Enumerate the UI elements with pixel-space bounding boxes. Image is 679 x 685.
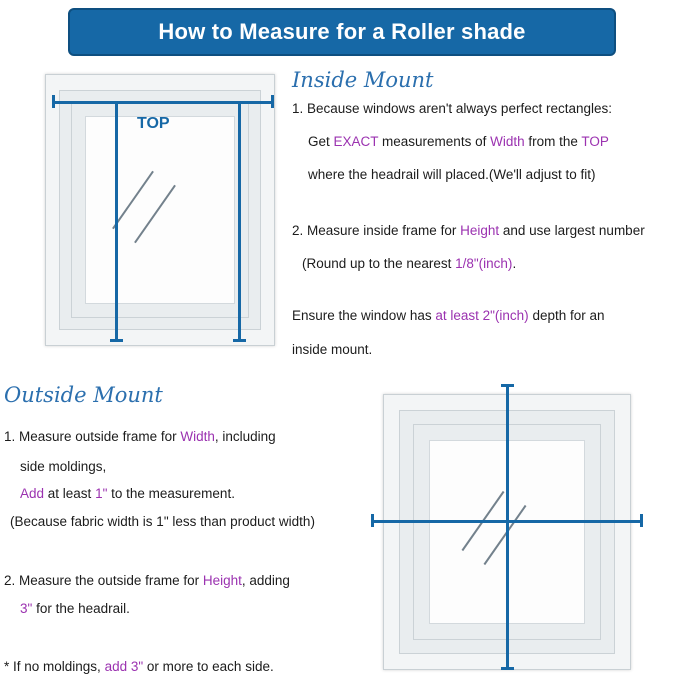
inside-mount-heading: Inside Mount xyxy=(292,68,434,92)
im-l4-a: 2. Measure inside frame for xyxy=(292,223,461,238)
height-measure-cap-top xyxy=(501,384,514,387)
om-l1-a: 1. Measure outside frame for xyxy=(4,429,181,444)
om-l3-d: to the measurement. xyxy=(107,486,235,501)
inside-mount-line-5 xyxy=(302,256,516,272)
im-l6-c: depth for an xyxy=(528,308,605,323)
height-measure-cap-right-bottom xyxy=(233,339,246,342)
height-measure-line xyxy=(506,384,509,670)
om-footnote-a: * If no moldings, xyxy=(4,659,105,674)
im-l5-fraction: 1/8"(inch) xyxy=(455,256,513,271)
om-l1-width: Width xyxy=(180,429,215,444)
height-measure-line-left xyxy=(115,102,118,342)
im-l4-height: Height xyxy=(460,223,500,238)
outside-mount-window-diagram xyxy=(383,394,631,670)
outside-mount-line-2: side moldings, xyxy=(20,459,107,474)
inside-mount-line-1: 1. Because windows aren't always perfect rectangles: xyxy=(292,101,612,116)
top-label: TOP xyxy=(137,115,170,132)
glass-reflection-streak-2 xyxy=(134,185,176,243)
om-footnote-add: add 3" xyxy=(104,659,144,674)
page-title: How to Measure for a Roller shade xyxy=(158,19,526,44)
glass-reflection-streak-2 xyxy=(484,505,527,565)
om-l5-height: Height xyxy=(202,573,242,588)
om-l6-b: for the headrail. xyxy=(32,601,130,616)
inside-mount-window-diagram xyxy=(45,74,275,346)
width-measure-cap-right xyxy=(271,95,274,108)
height-measure-cap-bottom xyxy=(501,667,514,670)
height-measure-cap-left-bottom xyxy=(110,339,123,342)
outside-mount-line-5 xyxy=(4,573,290,589)
im-l2-exact: EXACT xyxy=(333,134,379,149)
width-measure-cap-left xyxy=(371,514,374,527)
im-l2-top: TOP xyxy=(581,134,609,149)
im-l5-a: (Round up to the nearest xyxy=(302,256,456,271)
im-l2-e: from the xyxy=(524,134,582,149)
inside-mount-line-6 xyxy=(292,308,605,324)
outside-mount-line-4: (Because fabric width is 1" less than product width) xyxy=(10,514,315,529)
inside-mount-line-7: inside mount. xyxy=(292,342,373,357)
om-l3-inch: 1" xyxy=(95,486,108,501)
om-l5-c: , adding xyxy=(241,573,290,588)
inside-mount-line-4 xyxy=(292,223,645,239)
width-measure-line xyxy=(371,520,643,523)
om-l6-inches: 3" xyxy=(20,601,33,616)
im-l6-a: Ensure the window has xyxy=(292,308,436,323)
outside-mount-line-3 xyxy=(20,486,235,502)
width-measure-cap-left xyxy=(52,95,55,108)
height-measure-line-right xyxy=(238,102,241,342)
im-l5-c: . xyxy=(512,256,517,271)
outside-mount-line-6 xyxy=(20,601,130,617)
outside-mount-footnote xyxy=(4,659,274,675)
om-l3-add: Add xyxy=(20,486,45,501)
im-l2-width: Width xyxy=(490,134,525,149)
im-l2-a: Get xyxy=(308,134,334,149)
om-l3-b: at least xyxy=(44,486,96,501)
im-l6-depth: at least 2"(inch) xyxy=(435,308,529,323)
om-footnote-c: or more to each side. xyxy=(143,659,274,674)
outside-mount-line-1 xyxy=(4,429,276,445)
im-l4-c: and use largest number xyxy=(499,223,645,238)
title-banner xyxy=(68,8,616,56)
outside-mount-heading: Outside Mount xyxy=(4,383,163,407)
inside-mount-line-2 xyxy=(308,134,609,150)
om-l1-c: , including xyxy=(214,429,276,444)
width-measure-cap-right xyxy=(640,514,643,527)
im-l2-c: measurements of xyxy=(378,134,491,149)
inside-mount-line-3: where the headrail will placed.(We'll adjust to fit) xyxy=(308,167,596,182)
window-glass xyxy=(85,116,235,304)
om-l5-a: 2. Measure the outside frame for xyxy=(4,573,203,588)
